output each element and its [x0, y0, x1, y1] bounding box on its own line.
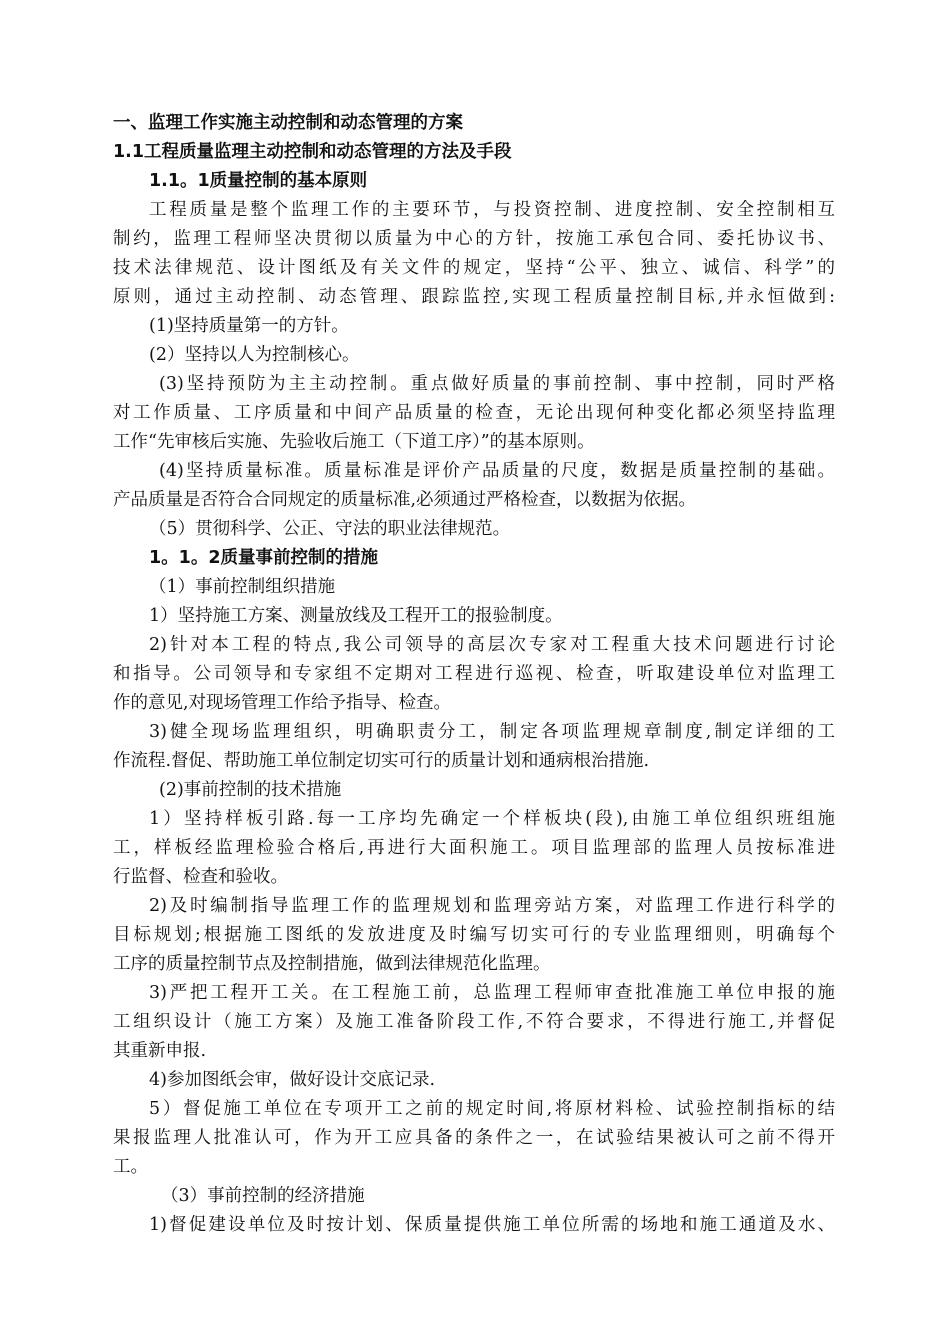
- subheading: (2)事前控制的技术措施: [159, 780, 342, 800]
- list-item-line: 工，样板经监理检验合格后,再进行大面积施工。项目监理部的监理人员按标准进: [113, 838, 835, 858]
- list-item: (2）坚持以人为控制核心。: [149, 345, 360, 365]
- list-item-line: 行监督、检查和验收。: [113, 867, 288, 887]
- list-item-line: 其重新申报.: [113, 1041, 207, 1061]
- paragraph-line: 工程质量是整个监理工作的主要环节，与投资控制、进度控制、安全控制相互: [149, 200, 835, 220]
- list-item: （5）贯彻科学、公正、守法的职业法律规范。: [149, 519, 511, 539]
- list-item-line: 作流程.督促、帮助施工单位制定切实可行的质量计划和通病根治措施.: [113, 751, 650, 771]
- paragraph-line: 技术法律规范、设计图纸及有关文件的规定，坚持“公平、独立、诚信、科学”的: [113, 258, 835, 278]
- list-item: 4)参加图纸会审，做好设计交底记录.: [149, 1070, 436, 1090]
- list-item: (3)坚持预防为主主动控制。重点做好质量的事前控制、事中控制，同时严格: [159, 374, 835, 394]
- subsection-heading: 1.1工程质量监理主动控制和动态管理的方法及手段: [113, 142, 512, 162]
- subheading: （1）事前控制组织措施: [149, 577, 336, 597]
- list-item-line: 目标规划;根据施工图纸的发放进度及时编写切实可行的专业监理细则，明确每个: [113, 925, 835, 945]
- paragraph-line: 原则，通过主动控制、动态管理、跟踪监控,实现工程质量控制目标,并永恒做到:: [113, 287, 835, 307]
- list-item: 1）坚持施工方案、测量放线及工程开工的报验制度。: [149, 606, 563, 626]
- list-item-line: 对工作质量、工序质量和中间产品质量的检查，无论出现何种变化都必须坚持监理: [113, 403, 835, 423]
- list-item-line: 工组织设计（施工方案）及施工准备阶段工作,不符合要求，不得进行施工,并督促: [113, 1012, 835, 1032]
- list-item-line: 果报监理人批准认可，作为开工应具备的条件之一，在试验结果被认可之前不得开: [113, 1128, 835, 1148]
- list-item: (1)坚持质量第一的方针。: [149, 316, 349, 336]
- paragraph-line: 制约，监理工程师坚决贯彻以质量为中心的方针，按施工承包合同、委托协议书、: [113, 229, 835, 249]
- subsubsection-heading: 1。1。2质量事前控制的措施: [149, 548, 379, 568]
- list-item: 1)督促建设单位及时按计划、保质量提供施工单位所需的场地和施工通道及水、: [149, 1215, 835, 1235]
- list-item-line: 工序的质量控制节点及控制措施，做到法律规范化监理。: [113, 954, 551, 974]
- list-item: 2)针对本工程的特点,我公司领导的高层次专家对工程重大技术问题进行讨论: [149, 635, 835, 655]
- list-item-line: 工作“先审核后实施、先验收后施工（下道工序）”的基本原则。: [113, 432, 595, 452]
- list-item: 1）坚持样板引路.每一工序均先确定一个样板块(段),由施工单位组织班组施: [149, 809, 835, 829]
- subsubsection-heading: 1.1。1质量控制的基本原则: [149, 171, 368, 191]
- list-item-line: 工。: [113, 1157, 148, 1177]
- list-item: 2)及时编制指导监理工作的监理规划和监理旁站方案，对监理工作进行科学的: [149, 896, 835, 916]
- list-item: (4)坚持质量标准。质量标准是评价产品质量的尺度，数据是质量控制的基础。: [159, 461, 835, 481]
- list-item-line: 和指导。公司领导和专家组不定期对工程进行巡视、检查，听取建设单位对监理工: [113, 664, 835, 684]
- list-item-line: 作的意见,对现场管理工作给予指导、检查。: [113, 693, 452, 713]
- subheading: （3）事前控制的经济措施: [161, 1186, 365, 1206]
- list-item: 3)严把工程开工关。在工程施工前，总监理工程师审查批准施工单位申报的施: [149, 983, 835, 1003]
- list-item: 5）督促施工单位在专项开工之前的规定时间,将原材料检、试验控制指标的结: [149, 1099, 835, 1119]
- section-heading: 一、监理工作实施主动控制和动态管理的方案: [113, 113, 463, 133]
- list-item-line: 产品质量是否符合合同规定的质量标准,必须通过严格检查，以数据为依据。: [113, 490, 697, 510]
- list-item: 3)健全现场监理组织，明确职责分工，制定各项监理规章制度,制定详细的工: [149, 722, 835, 742]
